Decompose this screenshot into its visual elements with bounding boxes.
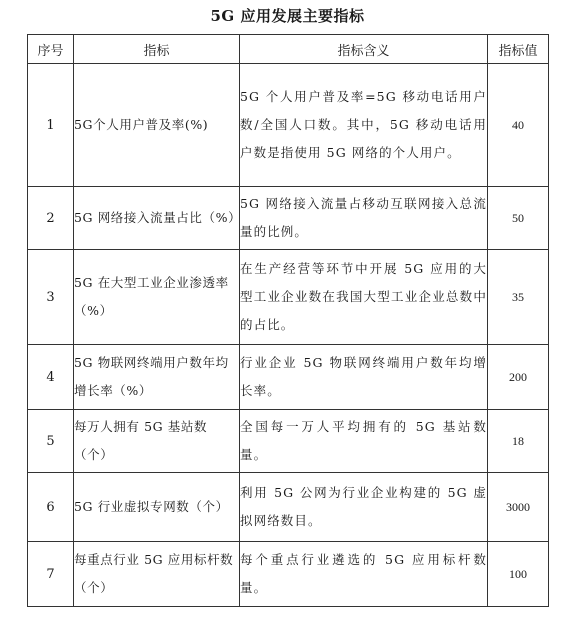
indicator-value: 40 (488, 64, 549, 187)
indicator-name: 5G 网络接入流量占比（%） (74, 187, 240, 250)
row-number: 3 (28, 250, 74, 345)
indicator-meaning: 5G 个人用户普及率=5G 移动电话用户数/全国人口数。其中，5G 移动电话用户数是指使用 5G 网络的个人用户。 (240, 64, 488, 187)
indicator-name: 5G 在大型工业企业渗透率（%） (74, 250, 240, 345)
table-row (28, 250, 549, 345)
indicator-name: 5G个人用户普及率(%) (74, 64, 240, 187)
indicator-value: 18 (488, 410, 549, 473)
indicator-value: 3000 (488, 473, 549, 542)
table-row (28, 473, 549, 542)
indicator-name: 5G 行业虚拟专网数（个） (74, 473, 240, 542)
table-row (28, 410, 549, 473)
indicator-meaning: 每个重点行业遴选的 5G 应用标杆数量。 (240, 542, 488, 607)
indicator-meaning: 利用 5G 公网为行业企业构建的 5G 虚拟网络数目。 (240, 473, 488, 542)
row-number: 6 (28, 473, 74, 542)
indicator-meaning: 在生产经营等环节中开展 5G 应用的大型工业企业数在我国大型工业企业总数中的占比。 (240, 250, 488, 345)
column-header-meaning: 指标含义 (240, 35, 488, 64)
column-header-name: 指标 (74, 35, 240, 64)
row-number: 1 (28, 64, 74, 187)
row-number: 4 (28, 345, 74, 410)
table-row (28, 542, 549, 607)
indicators-table (27, 34, 549, 607)
column-header-no: 序号 (28, 35, 74, 64)
indicator-name: 5G 物联网终端用户数年均增长率（%） (74, 345, 240, 410)
indicator-value: 100 (488, 542, 549, 607)
indicator-value: 50 (488, 187, 549, 250)
row-number: 5 (28, 410, 74, 473)
indicator-name: 每重点行业 5G 应用标杆数（个） (74, 542, 240, 607)
column-header-value: 指标值 (488, 35, 549, 64)
indicator-value: 35 (488, 250, 549, 345)
table-header-row (28, 35, 549, 64)
document-title: 5G 应用发展主要指标 (210, 7, 365, 25)
table-row (28, 345, 549, 410)
indicator-value: 200 (488, 345, 549, 410)
indicator-meaning: 全国每一万人平均拥有的 5G 基站数量。 (240, 410, 488, 473)
indicator-meaning: 5G 网络接入流量占移动互联网接入总流量的比例。 (240, 187, 488, 250)
indicator-name: 每万人拥有 5G 基站数（个） (74, 410, 240, 473)
row-number: 7 (28, 542, 74, 607)
indicator-meaning: 行业企业 5G 物联网终端用户数年均增长率。 (240, 345, 488, 410)
table-row (28, 64, 549, 187)
row-number: 2 (28, 187, 74, 250)
table-row (28, 187, 549, 250)
